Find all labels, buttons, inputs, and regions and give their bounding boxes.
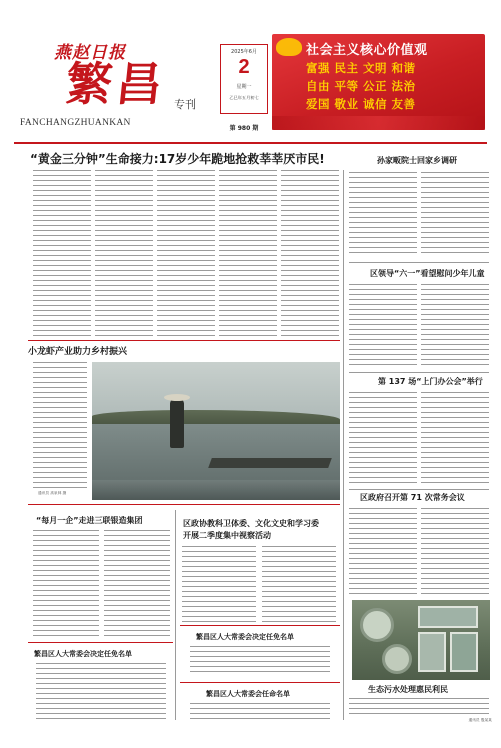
tank-2 — [382, 644, 412, 674]
core-values-banner — [272, 34, 485, 130]
photo-reflection — [92, 480, 340, 500]
lead-body-col1 — [33, 170, 91, 338]
right4-body-a — [349, 508, 417, 598]
right2-body-b — [421, 284, 489, 368]
photo-worker-figure — [170, 398, 184, 448]
notice-box-2 — [180, 625, 340, 677]
lead-body-col3 — [157, 170, 215, 338]
notice-box-1 — [28, 642, 173, 722]
sewage-plant-photo — [352, 600, 490, 680]
tank-1 — [360, 608, 394, 642]
right5-headline: 生态污水处理惠民利民 — [368, 685, 448, 694]
date-label: 2025年6月 — [231, 49, 257, 55]
left-bottom-body-b — [104, 530, 170, 640]
banner-row-1: 富强 民主 文明 和谐 — [306, 61, 416, 75]
right1-headline: 孙家畈院士回家乡调研 — [377, 156, 457, 165]
right3-body-a — [349, 392, 417, 484]
masthead — [14, 30, 487, 142]
weekday: 星期一 — [236, 84, 252, 90]
right1-body-a — [349, 172, 417, 256]
bottom-center-divider — [175, 510, 176, 720]
pool-2 — [418, 632, 446, 672]
pool-1 — [418, 606, 478, 628]
photo-top-rule — [28, 340, 340, 341]
photo-headline: 小龙虾产业助力乡村振兴 — [28, 347, 128, 357]
date-day: 2 — [238, 56, 250, 78]
right2-headline: 区领导“六一”看望慰问少年儿童 — [370, 269, 485, 278]
right3-body-b — [421, 392, 489, 484]
lead-headline: “黄金三分钟”生命接力:17岁少年跪地抢救莘莘厌市民! — [30, 152, 325, 166]
photo-boat — [208, 458, 332, 468]
photo-caption — [33, 362, 87, 490]
pool-3 — [450, 632, 478, 672]
supplement-name: 繁昌 — [63, 57, 169, 111]
pinyin-title: FANCHANGZHUANKAN — [20, 118, 131, 128]
center-bottom-body-b — [262, 546, 336, 622]
right4-headline: 区政府召开第 71 次常务会议 — [360, 493, 465, 502]
banner-title: 社会主义核心价值观 — [306, 43, 428, 58]
column-divider — [343, 170, 344, 720]
notice1-body — [36, 663, 166, 719]
banner-wave-decoration — [272, 116, 485, 130]
right3-rule — [349, 489, 489, 490]
photo-worker-hat — [164, 394, 190, 401]
center-bottom-body-a — [182, 546, 256, 622]
banner-row-3: 爱国 敬业 诚信 友善 — [306, 97, 416, 111]
right2-rule — [349, 372, 489, 373]
photo-bottom-rule — [28, 504, 340, 505]
right1-body-b — [421, 172, 489, 256]
right3-headline: 第 137 场“上门办公会”举行 — [378, 377, 483, 386]
right5-body — [349, 698, 489, 718]
right2-body-a — [349, 284, 417, 368]
notice3-headline: 繁昌区人大常委会任命名单 — [206, 690, 290, 698]
lead-body-col4 — [219, 170, 277, 338]
right1-rule — [349, 262, 489, 263]
supplement-label: 专刊 — [174, 98, 196, 111]
right5-credit: 通讯员 殷某某 — [468, 718, 492, 722]
lead-body-col2 — [95, 170, 153, 338]
notice1-headline: 繁昌区人大常委会决定任免名单 — [34, 650, 132, 658]
center-bottom-headline-1: 区政协教科卫体委、文化文史和学习委 开展二季度集中视察活动 — [183, 519, 319, 540]
banner-row-2: 自由 平等 公正 法治 — [306, 79, 416, 93]
issue-number: 第 980 期 — [229, 125, 259, 132]
notice2-headline: 繁昌区人大常委会决定任免名单 — [196, 633, 294, 641]
left-bottom-body-a — [33, 530, 99, 640]
right4-body-b — [421, 508, 489, 598]
masthead-rule — [14, 142, 487, 144]
paper-logo: 燕赵日报 — [54, 43, 126, 63]
notice-box-3 — [180, 682, 340, 722]
notice2-body — [190, 646, 330, 674]
lead-body-col5 — [281, 170, 339, 338]
notice3-body — [190, 703, 330, 719]
lunar-date: 乙巳年五月初七 — [229, 95, 259, 100]
crayfish-farm-photo — [92, 362, 340, 500]
left-bottom-headline: “每月一企”走进三联银造集团 — [36, 516, 143, 525]
photo-credit: 通讯员 高泉林 摄 — [38, 491, 67, 495]
date-box — [220, 44, 268, 114]
banner-flag-icon — [276, 38, 302, 56]
